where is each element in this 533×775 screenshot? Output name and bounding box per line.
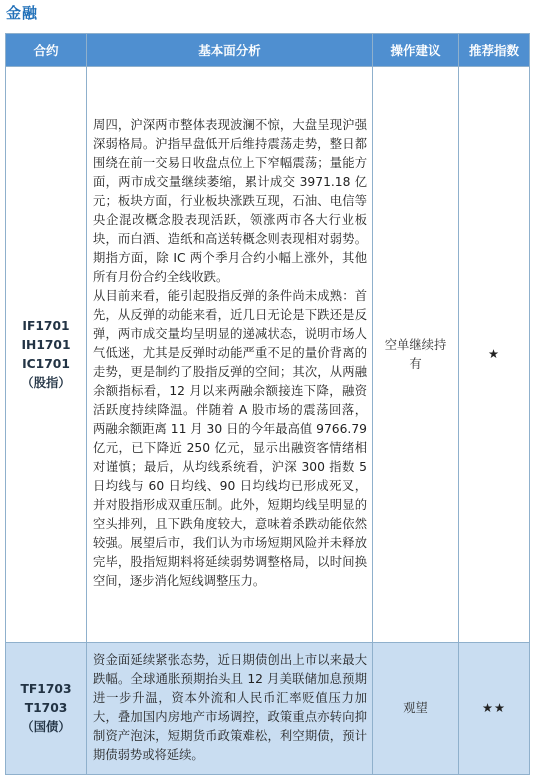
table-row-treasury-bond xyxy=(6,643,530,775)
finance-table xyxy=(5,33,530,775)
contract-code: IC1701 xyxy=(22,356,70,371)
contract-cell xyxy=(6,67,87,643)
section-title: 金融 xyxy=(6,4,39,22)
suggestion-cell: 空单继续持有 xyxy=(373,67,459,643)
contract-code: T1703 xyxy=(24,701,68,715)
analysis-cell xyxy=(87,67,373,643)
header-contract: 合约 xyxy=(6,34,87,67)
header-analysis: 基本面分析 xyxy=(87,34,373,67)
contract-cell xyxy=(6,643,87,775)
contract-category: （国债） xyxy=(21,720,71,734)
contract-code: TF1703 xyxy=(20,682,72,696)
contract-code: IF1701 xyxy=(22,318,70,333)
suggestion-cell: 观望 xyxy=(373,643,459,775)
analysis-cell xyxy=(87,643,373,775)
rating-stars: ★ xyxy=(459,67,530,643)
contract-category: （股指） xyxy=(21,375,71,390)
header-rating: 推荐指数 xyxy=(459,34,530,67)
rating-stars: ★★ xyxy=(459,643,530,775)
header-suggestion: 操作建议 xyxy=(373,34,459,67)
table-header-row xyxy=(6,34,530,67)
analysis-paragraph: 周四，沪深两市整体表现波澜不惊，大盘呈现沪强深弱格局。沪指早盘低开后维持震荡走势，整日都围绕在前一交易日收盘点位上下窄幅震荡；量能方面，两市成交量继续萎缩，累计成交 3971.18 亿元；板块方面，行业板块涨跌互现，石油、电信等央企混改概念股表现活跃，领涨两市各大行业板块，而白酒、造纸和高送转概念则表现相对弱势。期指方面，除 IC 两个季月合约小幅上涨外，其他所有月份合约全线收跌。 xyxy=(93,118,367,284)
analysis-paragraph: 资金面延续紧张态势，近日期债创出上市以来最大跌幅。全球通胀预期抬头且 12 月美联储加息预期进一步升温，资本外流和人民币汇率贬值压力加大，叠加国内房地产市场调控，政策重点亦转向抑制资产泡沫，短期货币政策难松，利空期债，预计期债弱势或将延续。 xyxy=(93,652,367,762)
table-row-stock-index xyxy=(6,67,530,643)
analysis-paragraph: 从目前来看，能引起股指反弹的条件尚未成熟：首先，从反弹的动能来看，近几日无论是下跌还是反弹，两市成交量均呈明显的递减状态，说明市场人气低迷，尤其是反弹时动能严重不足的量价背离的走势，更是制约了股指反弹的空间；其次，从两融余额指标看，12 月以来两融余额接连下降，融资活跃度持续降温。伴随着 A 股市场的震荡回落，两融余额距离 11 月 30 日的今年最高值 9766.79 亿元，已下降近 250 亿元，显示出融资客情绪相对谨慎；最后，从均线系统看，沪深 300 指数 5 日均线与 60 日均线、90 日均线均已形成死叉，并对股指形成双重压制。此外，短期均线呈明显的空头排列，且下跌角度较大，意味着杀跌动能依然较强。展望后市，我们认为市场短期风险并未释放完毕，股指短期料将延续弱势调整格局，以时间换空间，逐步消化短线调整压力。 xyxy=(93,289,367,588)
contract-code: IH1701 xyxy=(21,337,71,352)
